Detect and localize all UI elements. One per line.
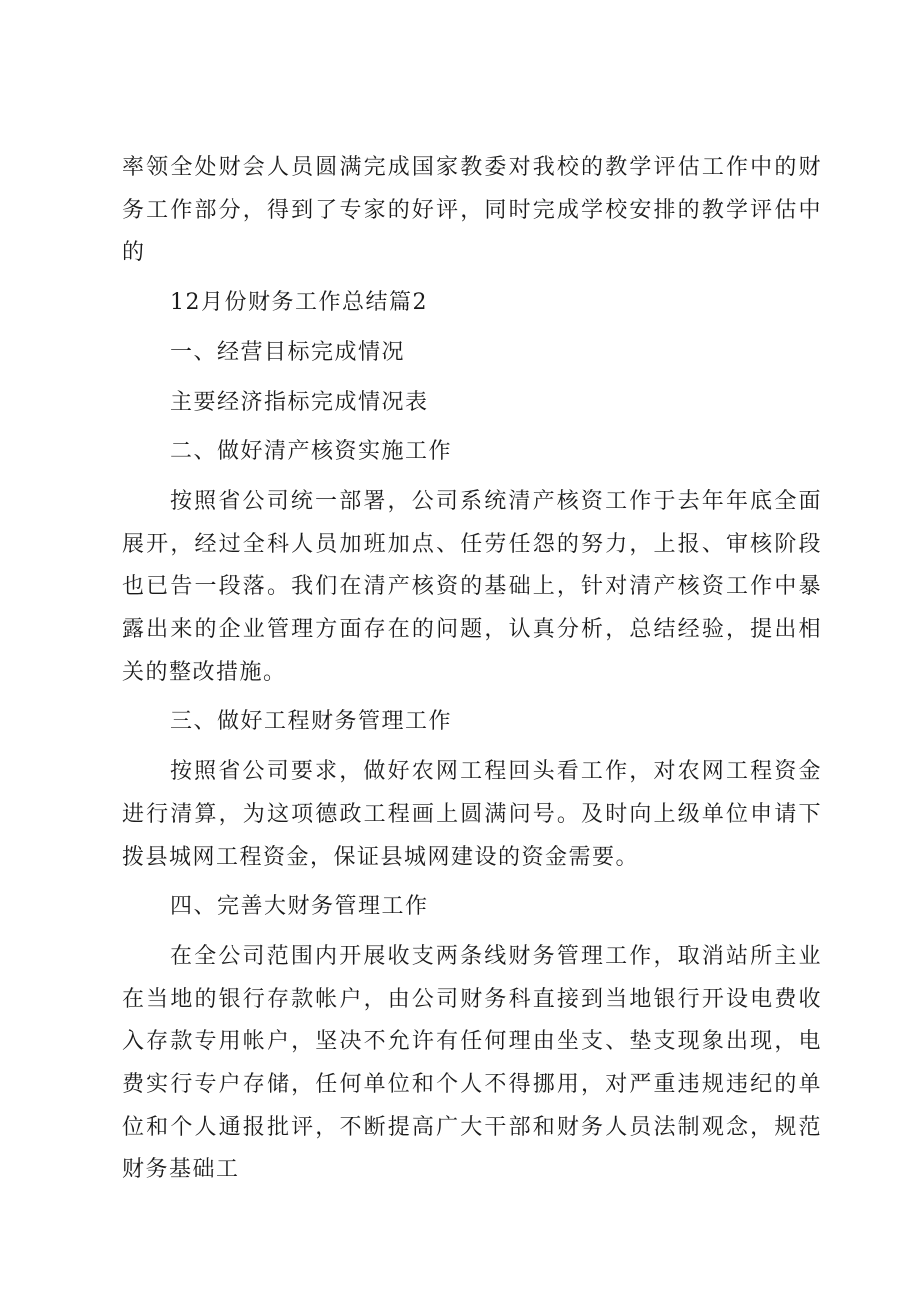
paragraph-project-finance: 按照省公司要求，做好农网工程回头看工作，对农网工程资金进行清算，为这项德政工程画上圆满问号。及时向上级单位申请下拨县城网工程资金，保证县城网建设的资金需要。	[122, 759, 822, 870]
heading-financial-management: 四、完善大财务管理工作	[170, 894, 429, 920]
table-caption: 主要经济指标完成情况表	[170, 389, 429, 415]
paragraph-financial-management: 在全公司范围内开展收支两条线财务管理工作，取消站所主业在当地的银行存款帐户，由公司财务科直接到当地银行开设电费收入存款专用帐户，坚决不允许有任何理由坐支、垫支现象出现，电费实行专户存储，任何单位和个人不得挪用，对严重违规违纪的单位和个人通报批评，不断提高广大干部和财务人员法制观念，规范财务基础工	[122, 943, 822, 1183]
paragraph-asset-verification: 按照省公司统一部署，公司系统清产核资工作于去年年底全面展开，经过全科人员加班加点、任劳任怨的努力，上报、审核阶段也已告一段落。我们在清产核资的基础上，针对清产核资工作中暴露出来的企业管理方面存在的问题，认真分析，总结经验，提出相关的整改措施。	[122, 488, 822, 685]
heading-business-targets: 一、经营目标完成情况	[170, 339, 406, 365]
heading-project-finance: 三、做好工程财务管理工作	[170, 709, 453, 735]
paragraph-continuation: 率领全处财会人员圆满完成国家教委对我校的教学评估工作中的财务工作部分，得到了专家的好评，同时完成学校安排的教学评估中的	[122, 155, 822, 266]
section-title: 12月份财务工作总结篇2	[170, 290, 428, 316]
heading-asset-verification: 二、做好清产核资实施工作	[170, 439, 453, 465]
document-body	[122, 147, 822, 1192]
